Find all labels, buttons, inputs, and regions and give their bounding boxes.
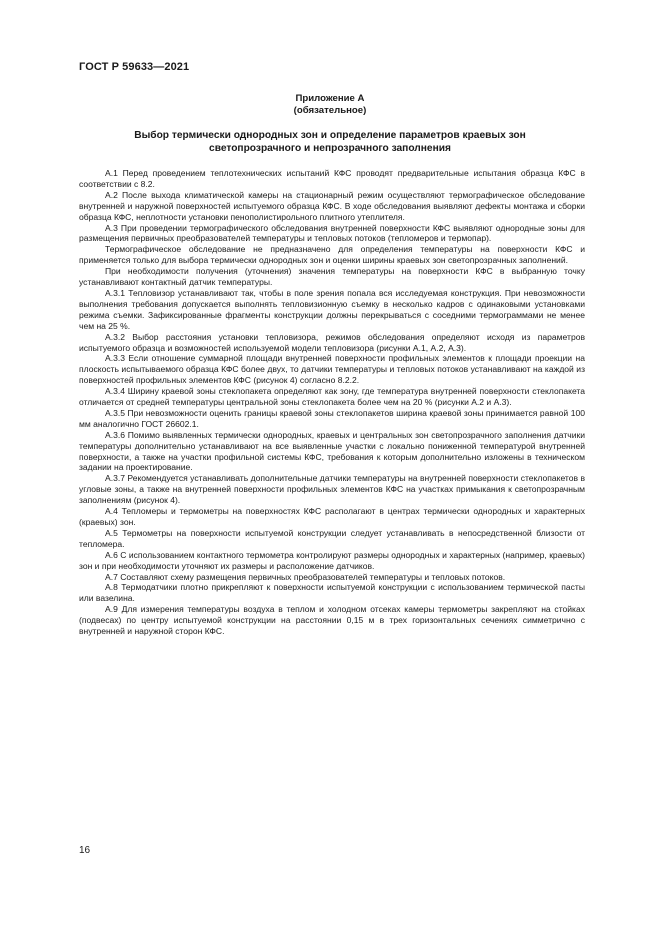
paragraph-a6: А.6 С использованием контактного термометра контролируют размеры однородных и характерных (например, краевых) зон и при необходимости уточняют их размеры и расположение датчиков. — [79, 549, 585, 571]
paragraph-a3-1: А.3.1 Тепловизор устанавливают так, чтобы в поле зрения попала вся исследуемая конструкция. При невозможности выполнения требования допускается выполнять тепловизионную съемку в несколько кадров с одинаковыми установками режима съемки. Зафиксированные фрагменты конструкции должны перекрываться с соседними термограммами не менее чем на 25 %. — [79, 287, 585, 331]
section-title-line-1: Выбор термически однородных зон и определение параметров краевых зон — [134, 130, 526, 141]
paragraph-a1: А.1 Перед проведением теплотехнических испытаний КФС проводят предварительные испытания образца КФС в соответствии с 8.2. — [79, 168, 585, 189]
appendix-heading — [79, 93, 581, 117]
body-text — [79, 168, 585, 637]
paragraph-a3-3: А.3.3 Если отношение суммарной площади внутренней поверхности профильных элементов к площади проекции на плоскость испытываемого образца КФС более двух, то датчики температуры и тепловых потоков устанавливают на каждой из поверхностей профильных элементов КФС (рисунок 4) согласно 8.2.2. — [79, 353, 585, 386]
paragraph-a3-6: А.3.6 Помимо выявленных термически однородных, краевых и центральных зон светопрозрачного заполнения датчики температуры дополнительно устанавливают на все выявленные участки с локально пониженной температурой внутренней поверхности, а также на участки профильной системы КФС, требования к которым дополнительно изложены в техническом задании на проектирование. — [79, 429, 585, 473]
paragraph-a3-note-2: При необходимости получения (уточнения) значения температуры на поверхности КФС в выбранную точку устанавливают контактный датчик температуры. — [79, 266, 585, 288]
paragraph-a4: А.4 Тепломеры и термометры на поверхностях КФС располагают в центрах термически однородных и характерных (краевых) зон. — [79, 506, 585, 527]
appendix-title: Приложение А — [295, 93, 365, 104]
appendix-status: (обязательное) — [293, 105, 367, 116]
paragraph-a2: А.2 После выхода климатической камеры на стационарный режим осуществляют термографическое обследование внутренней и наружной поверхностей испытуемого образца КФС. В ходе обследования выявляют дефекты монтажа и сборки образца КФС, неплотности установки пенополистирольного плитного утеплителя. — [79, 189, 585, 222]
paragraph-a5: А.5 Термометры на поверхности испытуемой конструкции следует устанавливать в непосредственной близости от тепломера. — [79, 527, 585, 549]
paragraph-a3-note-1: Термографическое обследование не предназначено для определения температуры на поверхности КФС и применяется только для выбора термически однородных зон и оценки ширины краевых зон светопрозрачных заполнений. — [79, 244, 585, 266]
paragraph-a7: А.7 Составляют схему размещения первичных преобразователей температуры и тепловых потоков. — [105, 571, 506, 582]
section-title-line-2: светопрозрачного и непрозрачного заполнения — [209, 143, 451, 154]
paragraph-a3-7: А.3.7 Рекомендуется устанавливать дополнительные датчики температуры на внутренней поверхности стеклопакетов в угловые зоны, а также на внутренней поверхности профильных элементов КФС на участках примыкания к светопрозрачным заполнениям (рисунок 4). — [79, 473, 585, 506]
page-number: 16 — [79, 845, 91, 856]
paragraph-a8: А.8 Термодатчики плотно прикрепляют к поверхности испытуемой конструкции с использованием термической пасты или вазелина. — [79, 582, 585, 604]
paragraph-a3: А.3 При проведении термографического обследования внутренней поверхности КФС выявляют однородные зоны для размещения первичных преобразователей температуры и тепловых потоков (тепломеров и термопар). — [79, 222, 585, 244]
section-title — [79, 129, 581, 155]
paragraph-a3-5: А.3.5 При невозможности оценить границы краевой зоны стеклопакетов ширина краевой зоны принимается равной 100 мм аналогично ГОСТ 26602.1. — [79, 407, 585, 429]
standard-designation: ГОСТ Р 59633—2021 — [79, 61, 190, 73]
paragraph-a3-4: А.3.4 Ширину краевой зоны стеклопакета определяют как зону, где температура внутренней поверхности стеклопакета отличается от средней температуры центральной зоны стеклопакета более чем на 20 % (рисунки А.2 и А.3). — [79, 386, 585, 408]
paragraph-a3-2: А.3.2 Выбор расстояния установки тепловизора, режимов обследования определяют исходя из параметров испытуемого образца и возможностей используемой модели тепловизора (рисунки А.1, А.2, А.3). — [79, 331, 585, 353]
paragraph-a9: А.9 Для измерения температуры воздуха в теплом и холодном отсеках камеры термометры закрепляют на стойках (подвесах) по центру испытуемой конструкции на расстоянии 0,15 м в трех горизонтальных сечениях симметрично с внутренней и наружной сторон КФС. — [79, 604, 585, 637]
